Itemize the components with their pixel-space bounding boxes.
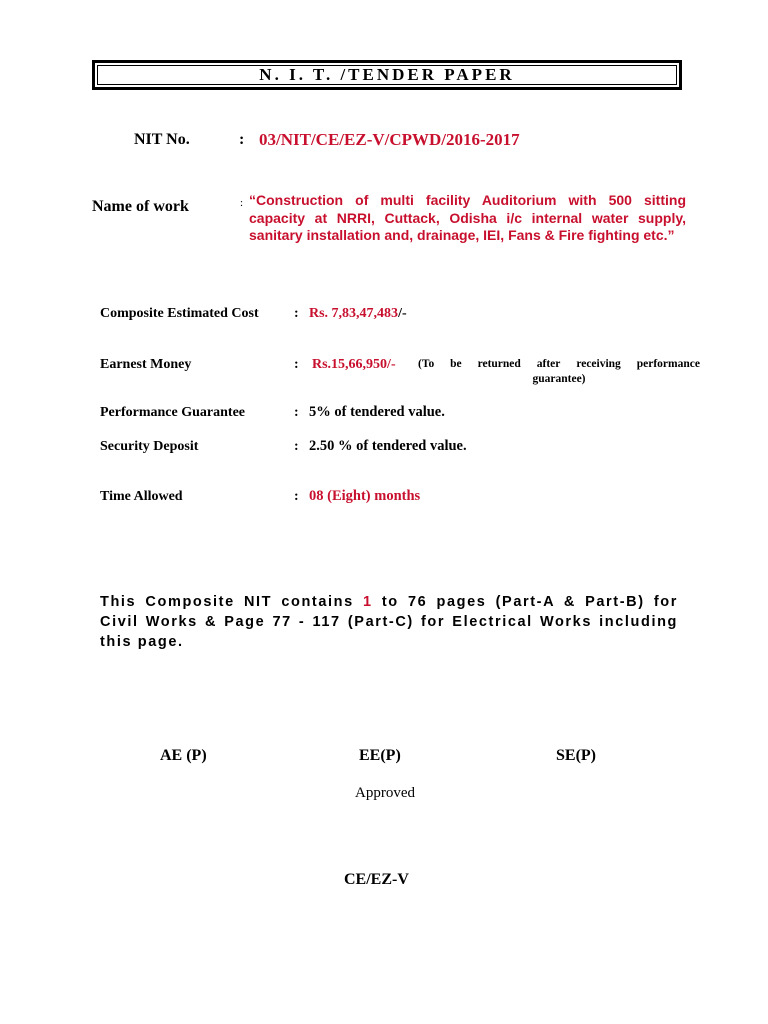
earnest-note-word: (To xyxy=(418,358,435,370)
work-label: Name of work xyxy=(92,198,189,215)
security-colon: : xyxy=(294,439,299,454)
security-value: 2.50 % of tendered value. xyxy=(309,438,467,454)
nit-colon: : xyxy=(239,131,245,148)
earnest-note-line2: guarantee) xyxy=(532,373,586,385)
earnest-colon: : xyxy=(294,357,299,372)
earnest-note-word: performance xyxy=(636,358,700,370)
composite-note xyxy=(100,592,678,652)
cost-value-wrap xyxy=(309,306,407,322)
nit-label: NIT No. xyxy=(134,131,190,148)
signature-se: SE(P) xyxy=(556,747,596,764)
time-label: Time Allowed xyxy=(100,489,183,504)
page-title: N. I. T. /TENDER PAPER xyxy=(97,65,677,85)
security-label: Security Deposit xyxy=(100,439,199,454)
earnest-note-word: returned xyxy=(477,358,521,370)
performance-colon: : xyxy=(294,405,299,420)
cost-colon: : xyxy=(294,306,299,321)
earnest-note-word: receiving xyxy=(576,358,621,370)
title-box xyxy=(92,60,682,90)
cost-value: Rs. 7,83,47,483 xyxy=(309,306,399,321)
approved-label: Approved xyxy=(355,785,415,801)
cost-label: Composite Estimated Cost xyxy=(100,306,259,321)
work-description: “Construction of multi facility Auditorium with 500 sitting capacity at NRRI, Cuttack, Odisha i/c internal water supply, sanitary installation and, drainage, IEI, Fans & Fire fighting etc.” xyxy=(249,192,686,243)
performance-label: Performance Guarantee xyxy=(100,405,245,420)
time-colon: : xyxy=(294,489,299,504)
composite-note-part2: to 76 pages (Part-A & Part-B) for Civil Works & Page 77 - 117 (Part-C) for Electrical Works including this page. xyxy=(100,594,678,650)
signature-ae: AE (P) xyxy=(160,747,207,764)
work-colon: : xyxy=(240,197,244,209)
signature-ee: EE(P) xyxy=(359,747,401,764)
composite-note-highlight: 1 xyxy=(362,594,373,610)
earnest-value: Rs.15,66,950/- xyxy=(312,357,396,372)
signature-ce: CE/EZ-V xyxy=(344,871,409,888)
performance-value: 5% of tendered value. xyxy=(309,404,445,420)
time-value: 08 (Eight) months xyxy=(309,488,421,504)
earnest-note xyxy=(418,357,700,387)
earnest-note-word: after xyxy=(536,358,561,370)
earnest-note-word: be xyxy=(450,358,462,370)
nit-number: 03/NIT/CE/EZ-V/CPWD/2016-2017 xyxy=(259,130,520,149)
cost-suffix: /- xyxy=(398,306,407,321)
composite-note-part1: This Composite NIT contains xyxy=(100,594,363,610)
earnest-label: Earnest Money xyxy=(100,357,192,372)
